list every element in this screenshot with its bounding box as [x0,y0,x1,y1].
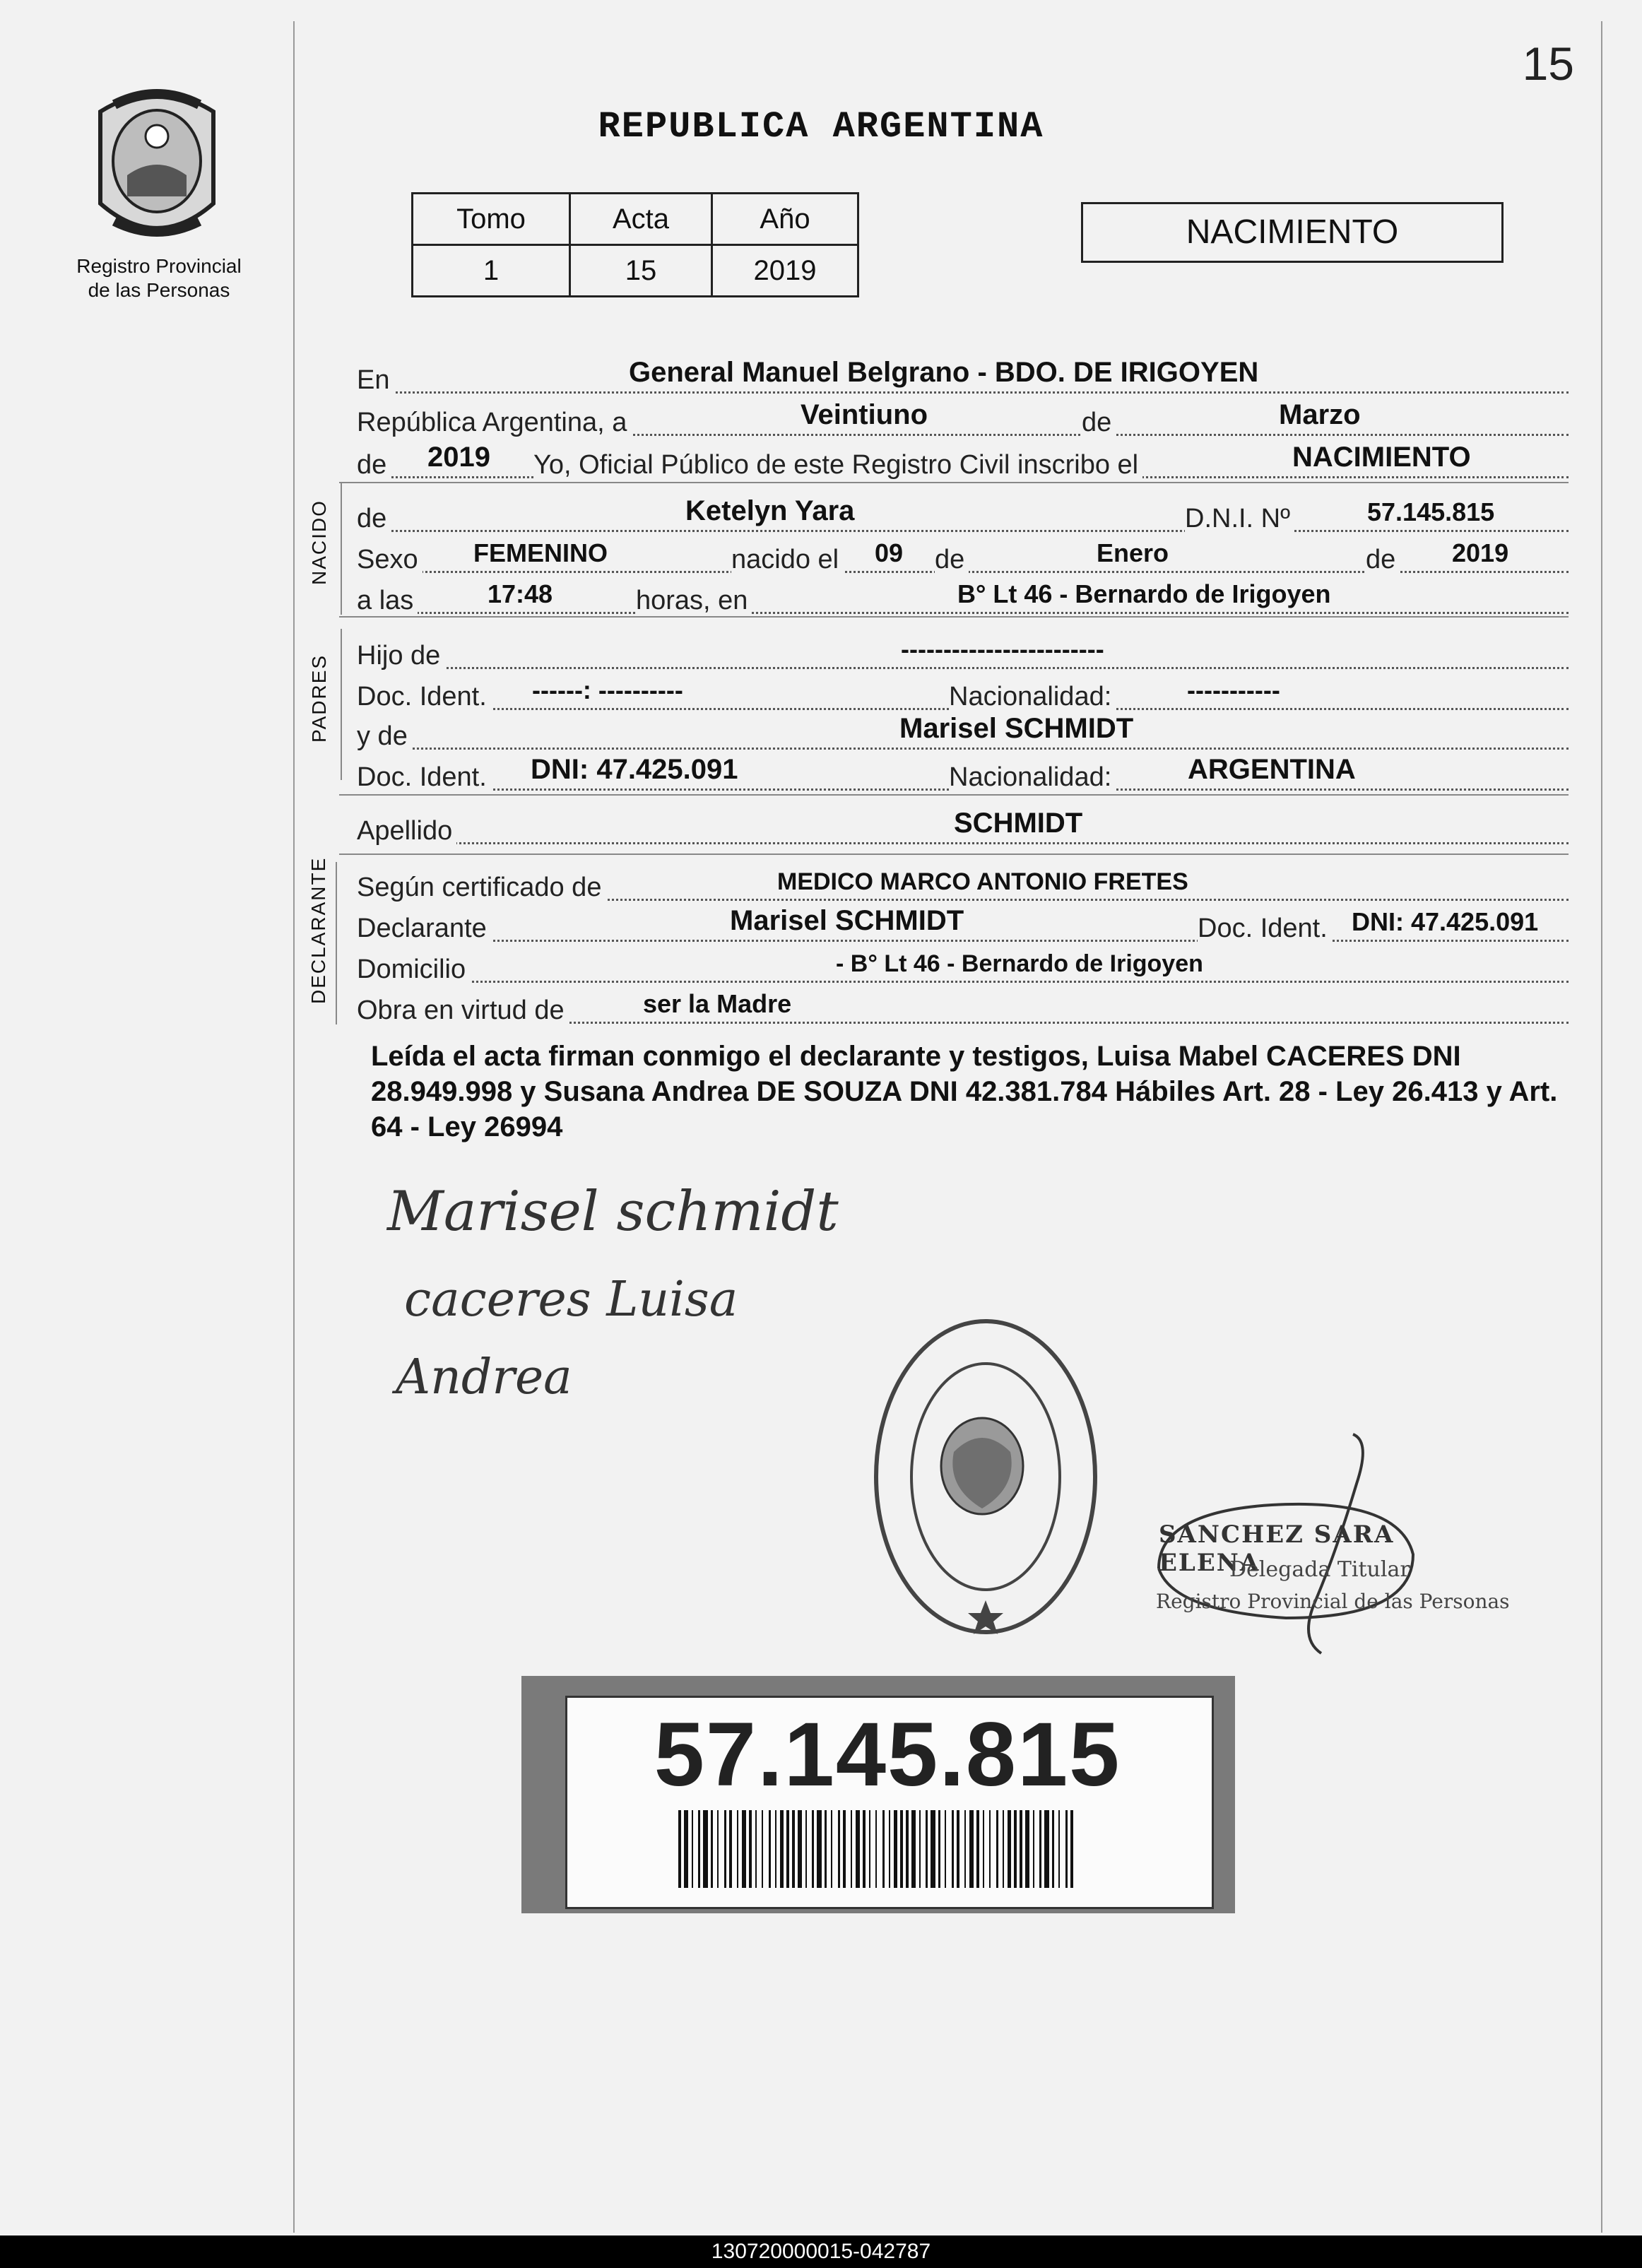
declarante-section-label: DECLARANTE [307,856,329,1004]
row-en: En General Manuel Belgrano - BDO. DE IRIGOYEN [357,349,1569,394]
declarante-doc-value: DNI: 47.425.091 [1352,907,1539,936]
row-hijo-de: Hijo de ------------------------ [357,625,1569,669]
acta-value: 15 [570,245,712,297]
acta-header: Acta [570,194,712,245]
document-title: REPUBLICA ARGENTINA [598,106,1044,148]
apellido-top-separator [339,794,1569,796]
signature-witness-1: caceres Luisa [404,1272,738,1328]
padre-doc-value: ------: ---------- [532,675,683,704]
apellido-value: SCHMIDT [954,808,1083,839]
declarante-bracket [336,862,337,1024]
row-y-de: y de Marisel SCHMIDT [357,705,1569,750]
mes-value: Marzo [1279,399,1361,430]
nombre-value: Ketelyn Yara [685,495,855,526]
dia-nac-value: 09 [875,538,904,567]
row-padre-doc: Doc. Ident. ------: ---------- Nacionalidad: ----------- [357,666,1569,710]
dni-label-number: 57.145.815 [654,1704,1121,1805]
dia-value: Veintiuno [801,399,928,430]
declarante-top-separator [339,854,1569,855]
row-sexo: Sexo FEMENINO nacido el 09 de Enero de 2019 [357,528,1569,573]
left-margin-line [293,21,295,2233]
anio-nac-value: 2019 [1452,538,1509,567]
nacido-section-label: NACIDO [308,500,330,585]
dni-value: 57.145.815 [1367,497,1495,526]
official-role: Delegada Titular [1229,1557,1410,1582]
row-certificado: Según certificado de MEDICO MARCO ANTONIO FRETES [357,856,1569,901]
official-organization: Registro Provincial de las Personas [1156,1590,1510,1613]
anio-header: Año [712,194,858,245]
row-nombre: de Ketelyn Yara D.N.I. Nº 57.145.815 [357,488,1569,532]
row-declarante: Declarante Marisel SCHMIDT Doc. Ident. DNI: 47.425.091 [357,897,1569,942]
delegation-oval-stamp [869,1311,1102,1643]
anio-text-value: 2019 [427,442,490,473]
domicilio-value: - B° Lt 46 - Bernardo de Irigoyen [836,950,1203,977]
record-type-box: NACIMIENTO [1081,202,1504,263]
record-reference-table [411,192,859,297]
logo-caption: Registro Provincial de las Personas [76,255,242,301]
footer-code: 130720000015-042787 [0,2235,1642,2268]
inscribo-value: NACIMIENTO [1292,442,1471,473]
lugar-value: B° Lt 46 - Bernardo de Irigoyen [957,579,1331,608]
padres-bracket [341,629,342,780]
padre-nacionalidad-value: ----------- [1187,675,1280,704]
row-inscribo: de 2019 Yo, Oficial Público de este Registro Civil inscribo el NACIMIENTO [357,434,1569,478]
row-domicilio: Domicilio - B° Lt 46 - Bernardo de Irigoyen [357,938,1569,983]
row-madre-doc: Doc. Ident. DNI: 47.425.091 Nacionalidad: ARGENTINA [357,746,1569,791]
barcode [678,1810,1074,1888]
row-obra: Obra en virtud de ser la Madre [357,979,1569,1024]
padres-section-label: PADRES [308,654,330,743]
right-margin-line [1601,21,1602,2233]
nacido-bracket [341,483,342,615]
page-number: 15 [1522,37,1574,90]
signature-witness-2: Andrea [396,1349,572,1405]
padres-top-separator [339,616,1569,618]
declarante-value: Marisel SCHMIDT [730,905,964,936]
sexo-value: FEMENINO [473,538,608,567]
padre-value: ------------------------ [901,634,1104,663]
certificado-value: MEDICO MARCO ANTONIO FRETES [777,868,1188,895]
tomo-value: 1 [413,245,570,297]
anio-value: 2019 [712,245,858,297]
row-fecha: República Argentina, a Veintiuno de Marzo [357,391,1569,436]
obra-value: ser la Madre [643,989,792,1018]
official-name: SANCHEZ SARA ELENA [1159,1520,1395,1577]
signature-declarante: Marisel schmidt [387,1180,839,1244]
nacido-top-separator [339,482,1569,483]
hora-value: 17:48 [488,579,553,608]
mes-nac-value: Enero [1097,538,1169,567]
row-apellido: Apellido SCHMIDT [357,800,1569,844]
madre-nacionalidad-value: ARGENTINA [1188,754,1356,785]
tomo-header: Tomo [413,194,570,245]
madre-value: Marisel SCHMIDT [899,713,1134,744]
row-hora: a las 17:48 horas, en B° Lt 46 - Bernardo de Irigoyen [357,569,1569,614]
madre-doc-value: DNI: 47.425.091 [531,754,738,785]
legal-statement: Leída el acta firman conmigo el declarante y testigos, Luisa Mabel CACERES DNI 28.949.998 y Susana Andrea DE SOUZA DNI 42.381.784 Hábiles Art. 28 - Ley 26.413 y Art. 64 - Ley 26994 [371,1041,1558,1142]
en-value: General Manuel Belgrano - BDO. DE IRIGOYEN [629,357,1259,388]
